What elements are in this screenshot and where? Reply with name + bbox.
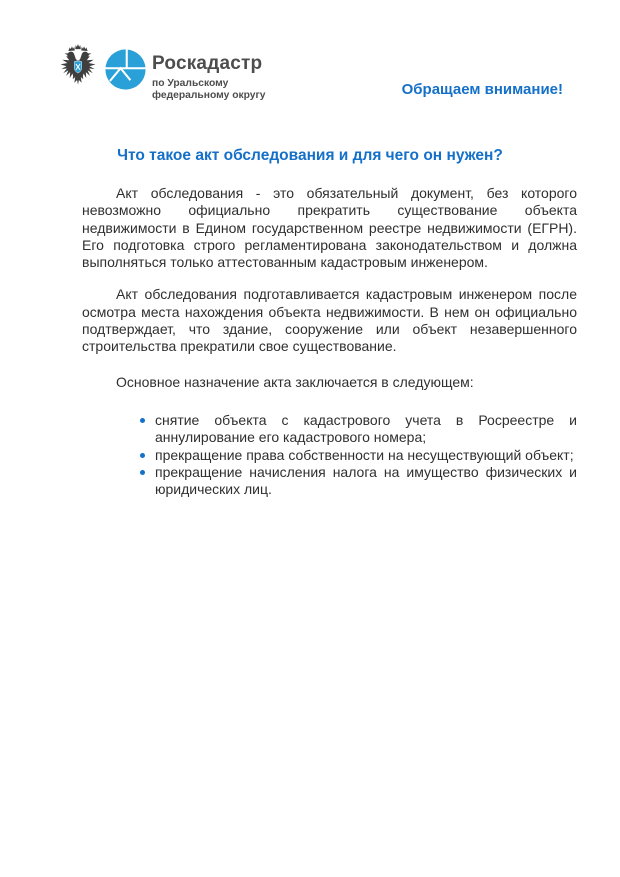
list-item [140, 447, 577, 464]
bullet-dot-icon [140, 418, 145, 423]
list-item-text: прекращение начисления налога на имущество физических и юридических лиц. [155, 463, 577, 498]
purpose-list [82, 412, 577, 498]
list-item-text: снятие объекта с кадастрового учета в Росреестре и аннулирование его кадастрового номера; [155, 411, 577, 446]
list-item [140, 464, 577, 499]
org-subtitle [152, 78, 266, 101]
notice-label: Обращаем внимание! [401, 81, 563, 98]
roskadastr-logo-icon [105, 49, 146, 90]
article-title: Что такое акт обследования и для чего он нужен? [117, 147, 503, 164]
paragraph-2: Акт обследования подготавливается кадастровым инженером после осмотра места нахождения объекта недвижимости. В нем он официально подтверждает, что здание, сооружение или объект незавершенного строительства прекратили свое существование. [82, 286, 577, 355]
paragraph-lead-in: Основное назначение акта заключается в следующем: [116, 373, 474, 390]
list-item [140, 412, 577, 447]
org-name: Роскадастр [152, 53, 263, 74]
list-item-text: прекращение права собственности на несуществующий объект; [155, 446, 574, 463]
bullet-dot-icon [140, 470, 145, 475]
paragraph-1: Акт обследования - это обязательный документ, без которого невозможно официально прекратить существование объекта недвижимости в Едином государственном реестре недвижимости (ЕГРН). Его подготовка строго регламентирована законодательством и должна выполняться только аттестованным кадастровым инженером. [82, 185, 577, 271]
eagle-emblem-icon [55, 43, 101, 94]
article-body [82, 185, 577, 498]
org-subtitle-line1: по Уральскому [152, 78, 229, 89]
org-identity [152, 53, 266, 101]
bullet-dot-icon [140, 453, 145, 458]
org-subtitle-line2: федеральному округу [152, 89, 266, 101]
